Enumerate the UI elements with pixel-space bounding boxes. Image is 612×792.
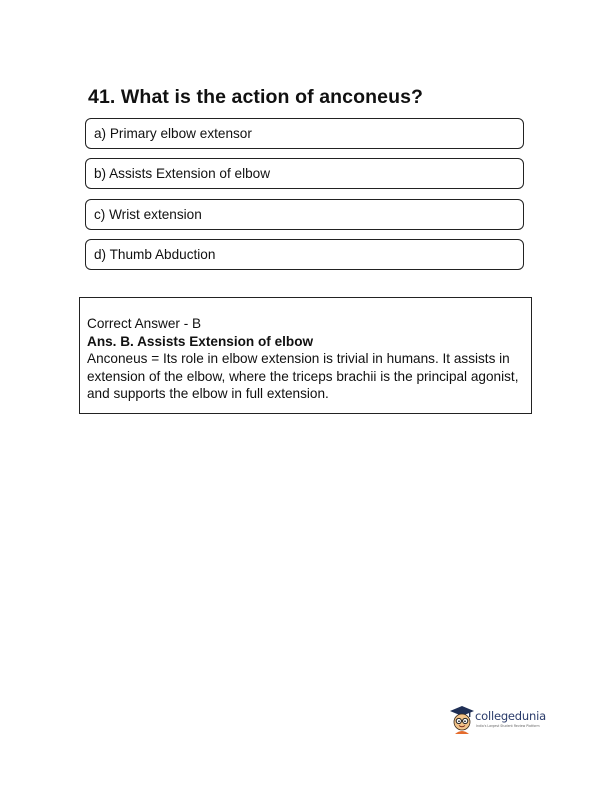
brand-tagline: India's Largest Student Review Platform xyxy=(476,724,540,728)
graduate-mascot-icon xyxy=(449,705,475,735)
option-c[interactable]: c) Wrist extension xyxy=(85,199,524,230)
collegedunia-logo xyxy=(449,705,549,739)
option-a[interactable]: a) Primary elbow extensor xyxy=(85,118,524,149)
option-d[interactable]: d) Thumb Abduction xyxy=(85,239,524,270)
question-title: 41. What is the action of anconeus? xyxy=(88,86,424,108)
option-b[interactable]: b) Assists Extension of elbow xyxy=(85,158,524,189)
answer-heading: Ans. B. Assists Extension of elbow xyxy=(87,333,314,349)
brand-name: collegedunia xyxy=(475,709,546,723)
correct-answer-line: Correct Answer - B xyxy=(87,316,202,331)
answer-explanation: Anconeus = Its role in elbow extension is trivial in humans. It assists in extension of the elbow, where the triceps brachii is the principal agonist, and supports the elbow in full extension. xyxy=(87,351,519,401)
answer-box xyxy=(79,297,532,414)
